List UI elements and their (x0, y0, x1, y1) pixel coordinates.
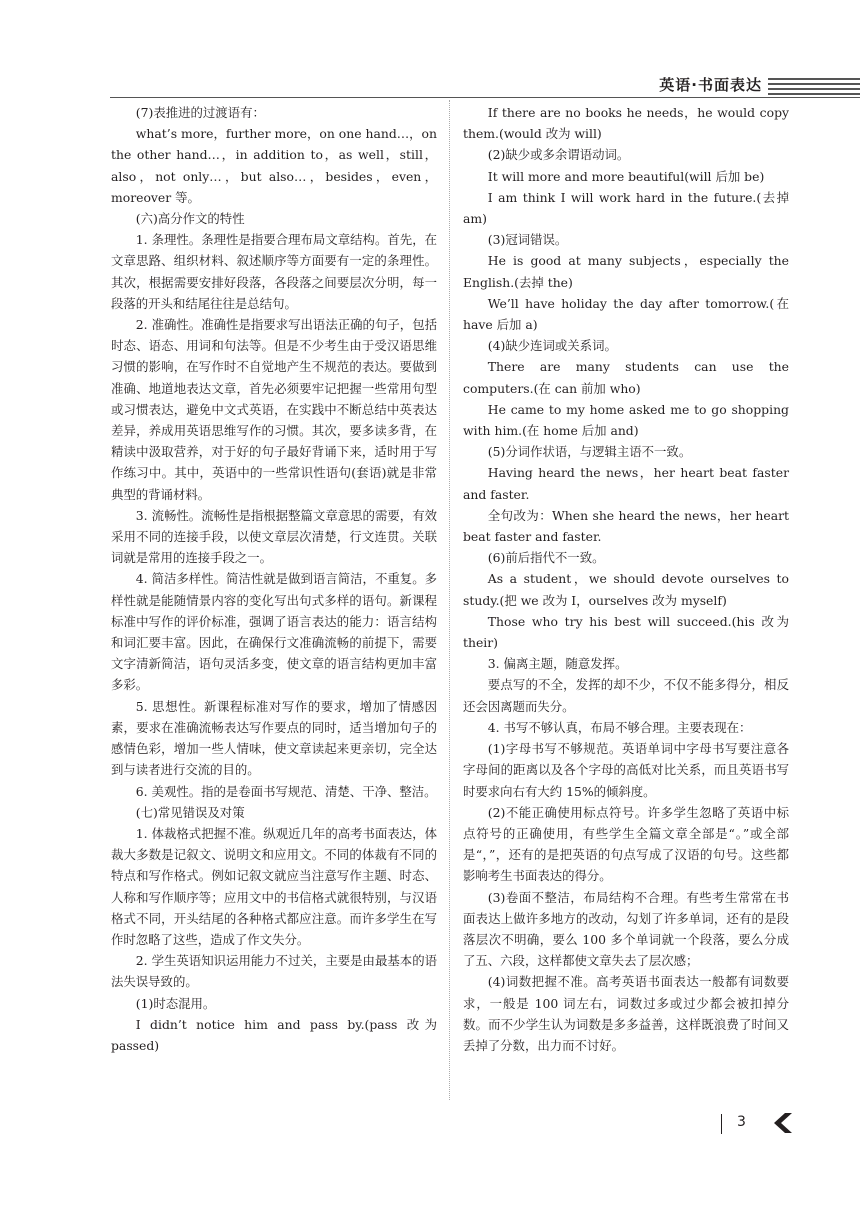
paragraph: If there are no books he needs，he would copy them.(would 改为 will) (463, 105, 789, 142)
paragraph: 4. 简洁多样性。简洁性就是做到语言简洁，不重复。多样性就是能随情景内容的变化写出句式多样的语句。新课程标准中写作的评价标准，强调了语言表达的能力：语言结构和词汇要丰富。因此，在确保行文准确流畅的前提下，需要文字清新简洁，语句灵活多变，使文章的语言结构更加丰富多彩。 (111, 571, 437, 693)
subheading: (六)高分作文的特性 (135, 211, 245, 227)
subheading: (七)常见错误及对策 (135, 804, 245, 820)
paragraph: We’ll have holiday the day after tomorrow.(在 have 后加 a) (463, 295, 789, 333)
paragraph: (4)词数把握不准。高考英语书面表达一般都有词数要求，一般是 100 词左右，词数过多或过少都会被扣掉分数。而不少学生认为词数是多多益善，这样既浪费了时间又丢掉了分数，出力而不讨好。 (463, 974, 789, 1053)
paragraph: 6. 美观性。指的是卷面书写规范、清楚、干净、整洁。 (135, 783, 437, 799)
paragraph: 2. 准确性。准确性是指要求写出语法正确的句子，包括时态、语态、用词和句法等。但是不少考生由于受汉语思维习惯的影响，在写作时不自觉地产生不规范的表达。要做到准确、地道地表达文章，首先必须要牢记把握一些常用句型或习惯表达，避免中文式英语，在实践中不断总结中英表达差异，养成用英语思维写作的习惯。其次，要多读多背，在精读中汲取营养，对于好的句子最好背诵下来，适时用于写作练习中。其中，英语中的一些常识性语句(套语)就是非常典型的背诵材料。 (111, 317, 437, 502)
chevron-left-icon (770, 1112, 794, 1134)
page-footer (0, 1112, 860, 1136)
paragraph: 3. 流畅性。流畅性是指根据整篇文章意思的需要，有效采用不同的连接手段，以使文章层次清楚，行文连贯。关联词就是常用的连接手段之一。 (111, 507, 437, 566)
paragraph: (6)前后指代不一致。 (487, 550, 605, 566)
right-column (463, 102, 789, 1056)
paragraph: 1. 体裁格式把握不准。纵观近几年的高考书面表达，体裁大多数是记叙文、说明文和应用文。不同的体裁有不同的特点和写作格式。例如记叙文就应当注意写作主题、时态、人称和写作顺序等；应用文中的书信格式就很特别，与汉语格式不同，开头结尾的各种格式都应注意。而许多学生在写作时忽略了这些，造成了作文失分。 (111, 825, 437, 947)
paragraph: He is good at many subjects，especially the English.(去掉 the) (463, 253, 789, 290)
page-header (0, 70, 860, 98)
paragraph: 全句改为：When she heard the news，her heart beat faster and faster. (463, 507, 789, 545)
paragraph: 2. 学生英语知识运用能力不过关，主要是由最基本的语法失误导致的。 (111, 953, 437, 990)
paragraph: what’s more，further more，on one hand…，on the other hand…，in addition to，as well，still，also，not only…，but also…，besides，even，moreover 等。 (111, 126, 437, 205)
paragraph: (1)时态混用。 (135, 995, 216, 1011)
paragraph: It will more and more beautiful(will 后加 be) (487, 168, 765, 184)
header-rule (110, 97, 860, 98)
paragraph: 要点写的不全，发挥的却不少，不仅不能多得分，相反还会因离题而失分。 (463, 677, 789, 714)
left-column (111, 102, 437, 1056)
paragraph: (3)冠词错误。 (487, 232, 568, 248)
paragraph: (5)分词作状语，与逻辑主语不一致。 (487, 444, 692, 460)
paragraph: (2)缺少或多余谓语动词。 (487, 147, 630, 163)
paragraph: Having heard the news，her heart beat faster and faster. (463, 465, 789, 502)
paragraph: (1)字母书写不够规范。英语单词中字母书写要注意各字母间的距离以及各个字母的高低对比关系，而且英语书写时要求向右有大约 15%的倾斜度。 (463, 741, 789, 799)
paragraph: 1. 条理性。条理性是指要合理布局文章结构。首先，在文章思路、组织材料、叙述顺序等方面要有一定的条理性。其次，根据需要安排好段落，各段落之间要层次分明，每一段落的开头和结尾往往是总结句。 (111, 232, 437, 311)
paragraph: (7)表推进的过渡语有： (135, 105, 265, 120)
paragraph: I didn’t notice him and pass by.(pass 改为 passed) (111, 1016, 437, 1053)
paragraph: (3)卷面不整洁，布局结构不合理。有些考生常常在书面表达上做许多地方的改动，勾划了许多单词，还有的是段落层次不明确，要么 100 多个单词就一个段落，要么分成了五、六段，这样都使文章失去了层次感； (463, 889, 789, 969)
paragraph: As a student，we should devote ourselves to study.(把 we 改为 I，ourselves 改为 myself) (463, 571, 789, 608)
section-title: 英语·书面表达 (659, 76, 762, 94)
paragraph: There are many students can use the computers.(在 can 前加 who) (463, 359, 789, 396)
page-number: 3 (737, 1114, 746, 1130)
paragraph: 4. 书写不够认真，布局不够合理。主要表现在： (487, 719, 752, 735)
paragraph: (4)缺少连词或关系词。 (487, 338, 617, 354)
paragraph: Those who try his best will succeed.(his 改为 their) (463, 613, 789, 651)
paragraph: 3. 偏离主题，随意发挥。 (487, 656, 628, 672)
footer-separator (721, 1114, 722, 1134)
paragraph: 5. 思想性。新课程标准对写作的要求，增加了情感因素，要求在准确流畅表达写作要点的同时，适当增加句子的感情色彩，增加一些人情味，使文章读起来更亲切，完全达到与读者进行交流的目的。 (111, 698, 437, 778)
paragraph: He came to my home asked me to go shopping with him.(在 home 后加 and) (463, 401, 789, 439)
paragraph: (2)不能正确使用标点符号。许多学生忽略了英语中标点符号的正确使用，有些学生全篇文章全部是“。”或全部是“，”，还有的是把英语的句点写成了汉语的句号。这些都影响考生书面表达的得分。 (463, 804, 789, 884)
paragraph: I am think I will work hard in the future.(去掉 am) (463, 189, 789, 227)
column-divider (449, 100, 450, 1100)
